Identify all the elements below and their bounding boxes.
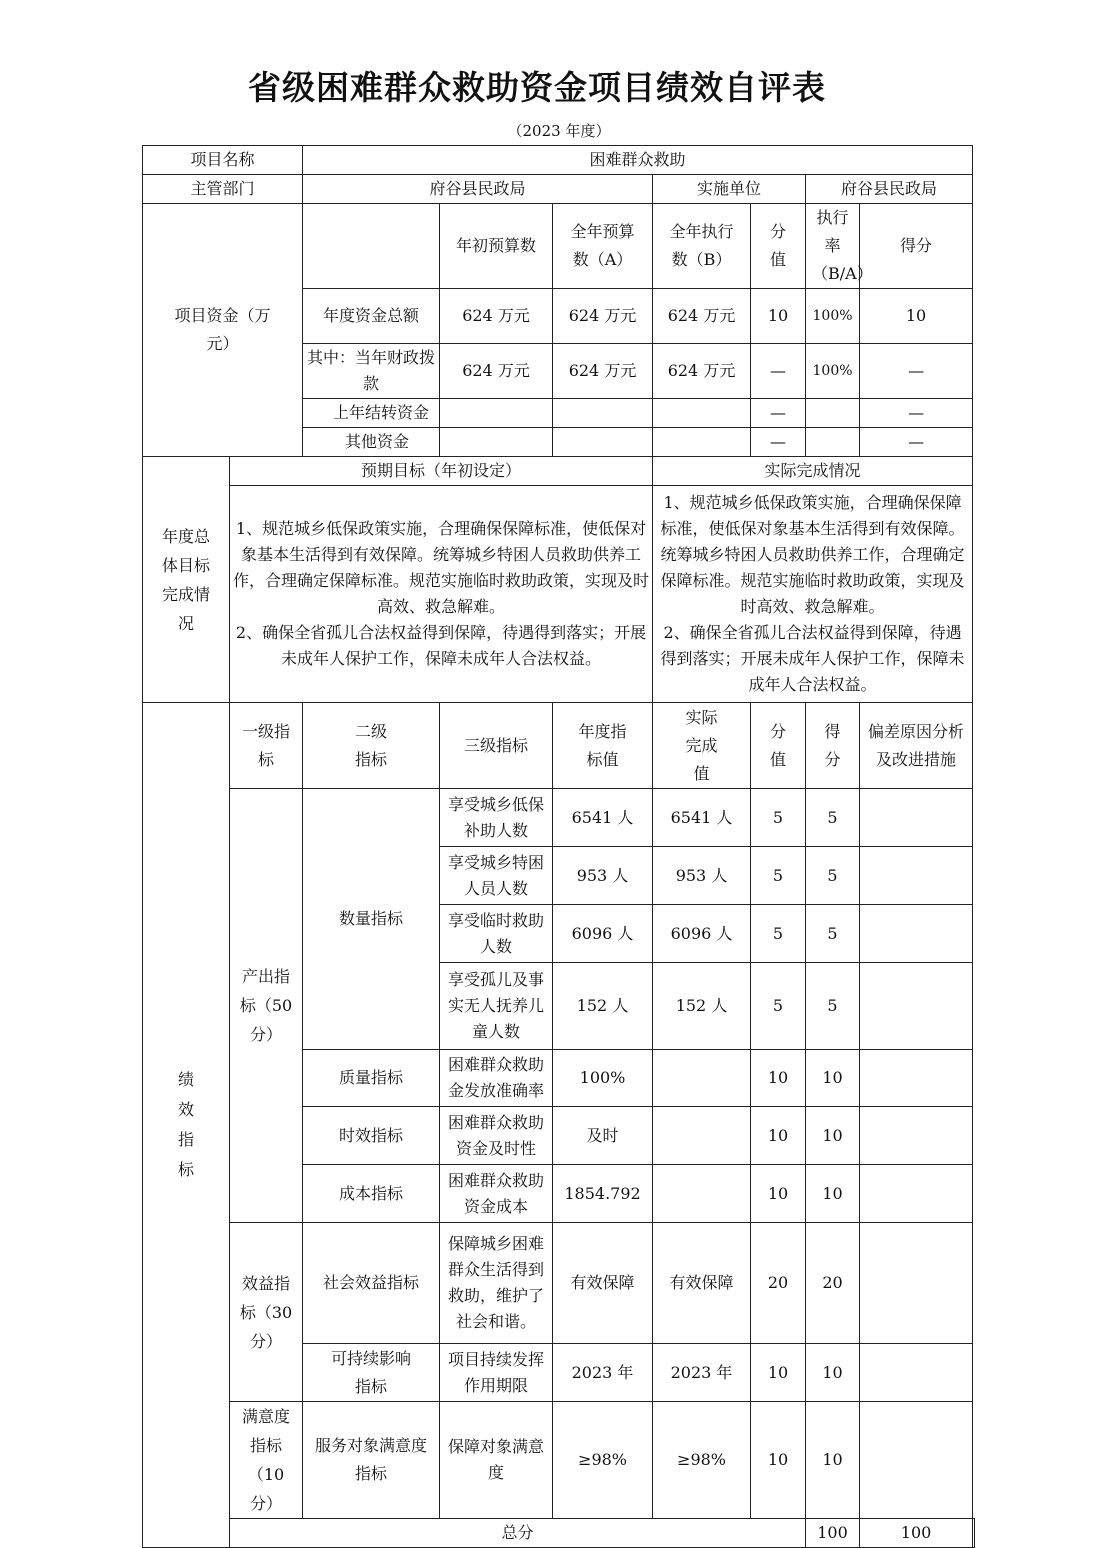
ind-header-l3: 三级指标 [440, 703, 553, 789]
level2-timeliness: 时效指标 [303, 1107, 440, 1165]
project-name-value: 困难群众救助 [303, 146, 973, 175]
ind-header-target: 年度指标值 [553, 703, 653, 789]
actual-value: 6541 人 [653, 789, 751, 847]
funds-row-name: 上年结转资金 [303, 399, 440, 428]
goals-label: 年度总体目标完成情况 [143, 457, 230, 703]
score-value: 5 [751, 789, 806, 847]
actual-value: 152 人 [653, 963, 751, 1050]
score-value: 10 [751, 1165, 806, 1223]
level1-output: 产出指标（50分） [230, 789, 303, 1223]
level3-item: 保障对象满意度 [440, 1402, 553, 1519]
total-score: 100 [860, 1519, 973, 1548]
goals-actual-text: 1、规范城乡低保政策实施，合理确保保障标准，使低保对象基本生活得到有效保障。统筹城乡特困人员救助供养工作，合理确定保障标准。规范实施临时救助政策，实现及时高效、救急解难。 2、确保全省孤儿合法权益得到保障，待遇得到落实；开展未成年人保护工作，保障未成年人合法权益。 [653, 486, 973, 703]
target-value: 及时 [553, 1107, 653, 1165]
score-value: 5 [751, 905, 806, 963]
target-value: ≥98% [553, 1402, 653, 1519]
funds-header-score: 得分 [860, 204, 973, 289]
indicators-label-text: 绩效指标 [177, 1070, 194, 1179]
reason [860, 963, 973, 1050]
funds-row-value: — [751, 399, 806, 428]
total-value: 100 [806, 1519, 860, 1548]
funds-header-budget: 全年预算数（A） [553, 204, 653, 289]
funds-header-exec: 全年执行数（B） [653, 204, 751, 289]
funds-row-exec [653, 428, 751, 457]
reason [860, 1107, 973, 1165]
reason [860, 1402, 973, 1519]
level2-social: 社会效益指标 [303, 1223, 440, 1344]
level3-item: 困难群众救助金发放准确率 [440, 1050, 553, 1107]
target-value: 2023 年 [553, 1344, 653, 1402]
funds-row-budget: 624 万元 [553, 289, 653, 344]
reason [860, 847, 973, 905]
score-value: 10 [751, 1402, 806, 1519]
target-value: 1854.792 [553, 1165, 653, 1223]
target-value: 6096 人 [553, 905, 653, 963]
actual-value [653, 1107, 751, 1165]
level3-item: 项目持续发挥作用期限 [440, 1344, 553, 1402]
score-value: 20 [751, 1223, 806, 1344]
actual-value: ≥98% [653, 1402, 751, 1519]
target-value: 6541 人 [553, 789, 653, 847]
funds-row-budget [553, 399, 653, 428]
actual-value [653, 1165, 751, 1223]
target-value: 100% [553, 1050, 653, 1107]
score: 10 [806, 1402, 860, 1519]
actual-value: 6096 人 [653, 905, 751, 963]
level3-item: 享受孤儿及事实无人抚养儿童人数 [440, 963, 553, 1050]
actual-value: 2023 年 [653, 1344, 751, 1402]
level3-item: 困难群众救助资金成本 [440, 1165, 553, 1223]
reason [860, 789, 973, 847]
level2-quantity: 数量指标 [303, 789, 440, 1050]
goals-expected-text: 1、规范城乡低保政策实施，合理确保保障标准，使低保对象基本生活得到有效保障。统筹城乡特困人员救助供养工作，合理确定保障标准。规范实施临时救助政策，实现及时高效、救急解难。 2、确保全省孤儿合法权益得到保障，待遇得到落实；开展未成年人保护工作，保障未成年人合法权益。 [230, 486, 653, 703]
funds-row-exec [653, 399, 751, 428]
funds-row-name: 其他资金 [303, 428, 440, 457]
funds-row-budget [553, 428, 653, 457]
level2-sustainable: 可持续影响指标 [303, 1344, 440, 1402]
funds-row-score: — [860, 428, 973, 457]
level2-quality: 质量指标 [303, 1050, 440, 1107]
funds-row-score: 10 [860, 289, 973, 344]
target-value: 152 人 [553, 963, 653, 1050]
funds-header-initial: 年初预算数 [440, 204, 553, 289]
reason [860, 1165, 973, 1223]
score-value: 10 [751, 1050, 806, 1107]
level2-satisfaction: 服务对象满意度指标 [303, 1402, 440, 1519]
goals-expected-header: 预期目标（年初设定） [230, 457, 653, 486]
actual-value: 953 人 [653, 847, 751, 905]
score: 10 [806, 1050, 860, 1107]
ind-header-l1: 一级指标 [230, 703, 303, 789]
funds-row-value: — [751, 344, 806, 399]
score: 10 [806, 1344, 860, 1402]
reason [860, 905, 973, 963]
funds-row-value: — [751, 428, 806, 457]
funds-row-value: 10 [751, 289, 806, 344]
indicators-label [143, 703, 230, 1548]
funds-row-name: 年度资金总额 [303, 289, 440, 344]
dept-label: 主管部门 [143, 175, 303, 204]
score-value: 10 [751, 1107, 806, 1165]
funds-header-rate: 执行率（B/A） [806, 204, 860, 289]
funds-row-exec: 624 万元 [653, 289, 751, 344]
funds-row-rate: 100% [806, 289, 860, 344]
level3-item: 困难群众救助资金及时性 [440, 1107, 553, 1165]
level3-item: 享受城乡特困人员人数 [440, 847, 553, 905]
ind-header-l2: 二级指标 [303, 703, 440, 789]
level3-item: 享受临时救助人数 [440, 905, 553, 963]
actual-value: 有效保障 [653, 1223, 751, 1344]
score: 20 [806, 1223, 860, 1344]
impl-label: 实施单位 [653, 175, 806, 204]
funds-row-initial [440, 399, 553, 428]
funds-header-value: 分值 [751, 204, 806, 289]
score-value: 10 [751, 1344, 806, 1402]
reason [860, 1050, 973, 1107]
score-value: 5 [751, 847, 806, 905]
score: 5 [806, 963, 860, 1050]
level3-item: 享受城乡低保补助人数 [440, 789, 553, 847]
funds-row-rate [806, 428, 860, 457]
score: 10 [806, 1107, 860, 1165]
reason [860, 1223, 973, 1344]
ind-header-score: 得分 [806, 703, 860, 789]
level1-satisfaction: 满意度指标（10分） [230, 1402, 303, 1519]
page-title: 省级困难群众救助资金项目绩效自评表 [248, 68, 826, 107]
target-value: 有效保障 [553, 1223, 653, 1344]
actual-value [653, 1050, 751, 1107]
target-value: 953 人 [553, 847, 653, 905]
funds-row-exec: 624 万元 [653, 344, 751, 399]
impl-value: 府谷县民政局 [806, 175, 973, 204]
ind-header-value: 分值 [751, 703, 806, 789]
evaluation-table [142, 145, 975, 1548]
funds-row-budget: 624 万元 [553, 344, 653, 399]
total-label: 总分 [230, 1519, 806, 1548]
ind-header-reason: 偏差原因分析及改进措施 [860, 703, 973, 789]
funds-header-blank [303, 204, 440, 289]
total-reason [973, 1519, 975, 1548]
level1-benefit: 效益指标（30分） [230, 1223, 303, 1402]
project-name-label: 项目名称 [143, 146, 303, 175]
level2-cost: 成本指标 [303, 1165, 440, 1223]
reason [860, 1344, 973, 1402]
funds-row-score: — [860, 344, 973, 399]
score: 5 [806, 847, 860, 905]
funds-row-rate [806, 399, 860, 428]
funds-row-initial: 624 万元 [440, 344, 553, 399]
funds-row-name: 其中：当年财政拨款 [303, 344, 440, 399]
funds-row-rate: 100% [806, 344, 860, 399]
goals-actual-header: 实际完成情况 [653, 457, 973, 486]
score: 10 [806, 1165, 860, 1223]
funds-row-initial [440, 428, 553, 457]
score: 5 [806, 789, 860, 847]
score-value: 5 [751, 963, 806, 1050]
ind-header-actual: 实际完成值 [653, 703, 751, 789]
year-label: （2023 年度） [507, 122, 611, 140]
funds-row-score: — [860, 399, 973, 428]
level3-item: 保障城乡困难群众生活得到救助，维护了社会和谐。 [440, 1223, 553, 1344]
funds-row-initial: 624 万元 [440, 289, 553, 344]
funds-label: 项目资金（万元） [143, 204, 303, 457]
score: 5 [806, 905, 860, 963]
dept-value: 府谷县民政局 [303, 175, 653, 204]
